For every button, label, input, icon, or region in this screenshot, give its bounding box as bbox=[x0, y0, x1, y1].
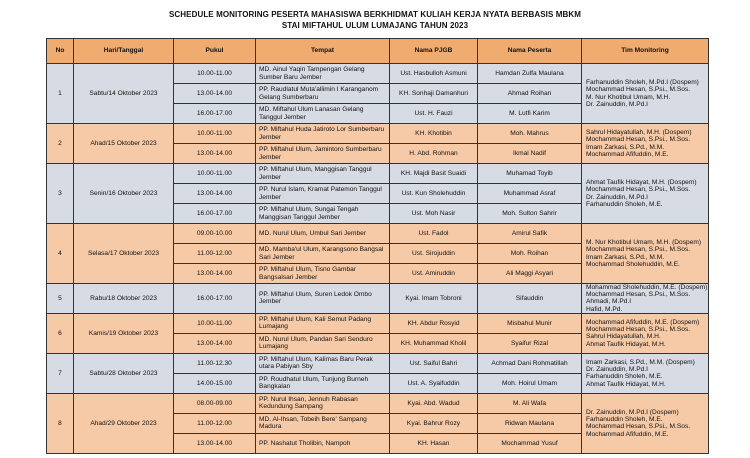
team-member: M. Nur Khotibul Umam, M.H. (Dospem) bbox=[586, 239, 702, 247]
monitoring-team-cell bbox=[582, 164, 709, 224]
participant-cell: Sifauddin bbox=[478, 284, 582, 314]
place-cell: PP. Miftahul Ulum, Manggisan Tanggul Jember bbox=[256, 164, 390, 184]
place-cell: PP. Miftahul Ulum, Sungai Tengah Manggisan Tanggul Jember bbox=[256, 204, 390, 224]
place-cell: PP. Miftahul Ulum, Kalimas Baru Perak utara Pabiyan Sby bbox=[256, 353, 390, 373]
time-cell: 13.00-14.00 bbox=[174, 333, 256, 353]
place-cell: PP. Miftahul Huda Jatiroto Lor Sumberbaru Jember bbox=[256, 124, 390, 144]
header-team: Tim Monitoring bbox=[582, 39, 709, 64]
team-member: Mochammad Hesan, S.Psi., M.Sos. bbox=[586, 136, 691, 144]
pjgb-cell: Kyai. Bahrur Rozy bbox=[390, 413, 478, 433]
place-cell: PP. Miftahul Ulum, Suren Ledok Ombo Jember bbox=[256, 284, 390, 314]
table-row bbox=[47, 313, 709, 333]
monitoring-team-cell bbox=[582, 353, 709, 393]
team-member: M. Nur Khotibul Umam, M.H. bbox=[586, 93, 671, 101]
team-member: Mochammad Afifuddin, M.E. bbox=[586, 430, 669, 438]
participant-cell: Muhammad Asraf bbox=[478, 184, 582, 204]
header-time: Pukul bbox=[174, 39, 256, 64]
team-member: Imam Zarkasi, S.Pd., M.M. bbox=[586, 143, 665, 151]
day-date: Selasa/17 Oktober 2023 bbox=[74, 224, 174, 284]
team-member: Sahrul Hidayatullah, M.H. bbox=[586, 333, 661, 341]
place-cell: PP. Miftahul Ulum, Jamintoro Sumberbaru Jember bbox=[256, 144, 390, 164]
place-cell: MD. Nurul Ulum, Pandan Sari Senduro Lumajang bbox=[256, 333, 390, 353]
place-cell: MD. Mamba'ul Ulum, Karangsono Bangsal Sari Jember bbox=[256, 244, 390, 264]
team-member: Mochammad Hesan, S.Psi., M.Sos. bbox=[586, 86, 691, 94]
time-cell: 11.00-12.00 bbox=[174, 413, 256, 433]
header-pjgb: Nama PJGB bbox=[390, 39, 478, 64]
day-date: Rabu/18 Oktober 2023 bbox=[74, 284, 174, 314]
time-cell: 13.00-14.00 bbox=[174, 144, 256, 164]
place-cell: PP. Miftahul Ulum, Kali Semut Padang Lumajang bbox=[256, 313, 390, 333]
team-member: Dr. Zainuddin, M.Pd.I bbox=[586, 100, 648, 108]
pjgb-cell: Ust. Moh Nasir bbox=[390, 204, 478, 224]
team-member: Mochammad Hesan, S.Psi., M.Sos. bbox=[586, 291, 691, 299]
team-member: Mochammad Sholehuddin, M.E. bbox=[586, 260, 680, 268]
document-title: SCHEDULE MONITORING PESERTA MAHASISWA BERKHIDMAT KULIAH KERJA NYATA BERBASIS MBKM bbox=[168, 10, 582, 19]
time-cell: 16.00-17.00 bbox=[174, 204, 256, 224]
participant-cell: Ridwan Maulana bbox=[478, 413, 582, 433]
pjgb-cell: Ust. Saiful Bahri bbox=[390, 353, 478, 373]
row-number: 2 bbox=[47, 124, 74, 164]
participant-cell: Hamdan Zulfa Maulana bbox=[478, 64, 582, 84]
team-member: Mohammad Sholehuddin, M.E. (Dospem) bbox=[586, 284, 708, 291]
row-number: 1 bbox=[47, 64, 74, 124]
participant-cell: Mochammad Yusuf bbox=[478, 433, 582, 453]
time-cell: 13.00-14.00 bbox=[174, 264, 256, 284]
pjgb-cell: Ust. Sirojuddin bbox=[390, 244, 478, 264]
pjgb-cell: H. Abd. Rohman bbox=[390, 144, 478, 164]
team-member: Mochammad Hesan, S.Psi., M.Sos. bbox=[586, 246, 691, 254]
day-date: Ahad/15 Oktober 2023 bbox=[74, 124, 174, 164]
participant-cell: M. Lutfi Karim bbox=[478, 104, 582, 124]
time-cell: 16.00-17.00 bbox=[174, 284, 256, 314]
pjgb-cell: Ust. Amiruddin bbox=[390, 264, 478, 284]
schedule-table bbox=[46, 38, 709, 454]
team-member: Ahmat Taufik Hidayat, M.H. bbox=[586, 340, 666, 348]
time-cell: 10.00-11.00 bbox=[174, 124, 256, 144]
header-row bbox=[47, 39, 709, 64]
participant-cell: Amirul Safik bbox=[478, 224, 582, 244]
pjgb-cell: KH. Muhammad Kholil bbox=[390, 333, 478, 353]
row-number: 7 bbox=[47, 353, 74, 393]
time-cell: 10.00-11.00 bbox=[174, 164, 256, 184]
team-member: Sahrul Hidayatullah, M.H. (Dospem) bbox=[586, 129, 692, 137]
team-member: Farhanuddin Sholeh, M.Pd.I (Dospem) bbox=[586, 79, 699, 87]
participant-cell: Muhamad Toyib bbox=[478, 164, 582, 184]
team-member: Farhanuddin Sholeh, M.E. bbox=[586, 416, 663, 424]
pjgb-cell: KH. Majdi Basit Suaidi bbox=[390, 164, 478, 184]
place-cell: MD. Ainul Yaqin Tampengan Gelang Sumber Baru Jember bbox=[256, 64, 390, 84]
table-row bbox=[47, 224, 709, 244]
team-member: Dr. Zainuddin, M.Pd.I (Dospem) bbox=[586, 408, 679, 416]
day-date: Sabtu/28 Oktober 2023 bbox=[74, 353, 174, 393]
participant-cell: Ali Maggi Asyari bbox=[478, 264, 582, 284]
team-member: Farhanuddin Sholeh, M.E. bbox=[586, 373, 663, 381]
participant-cell: M. Ali Wafa bbox=[478, 393, 582, 413]
participant-cell: Moh. Hoirul Umam bbox=[478, 373, 582, 393]
monitoring-team-cell bbox=[582, 393, 709, 453]
monitoring-team-cell bbox=[582, 64, 709, 124]
team-member: Imam Zarkasi, S.Pd., M.M. bbox=[586, 253, 665, 261]
place-cell: PP. Nashatut Tholibin, Nampoh bbox=[256, 433, 390, 453]
team-member: Dr. Zainuddin, M.Pd.I bbox=[586, 366, 648, 374]
pjgb-cell: KH. Abdur Rosyid bbox=[390, 313, 478, 333]
pjgb-cell: Ust. A. Syaifuddin bbox=[390, 373, 478, 393]
monitoring-team-cell bbox=[582, 313, 709, 353]
row-number: 5 bbox=[47, 284, 74, 314]
pjgb-cell: Ust. Kun Sholehuddin bbox=[390, 184, 478, 204]
header-no: No bbox=[47, 39, 74, 64]
table-row bbox=[47, 284, 709, 314]
place-cell: MD. Nurul Ulum, Umbul Sari Jember bbox=[256, 224, 390, 244]
team-member: Mochammad Afifuddin, M.E. bbox=[586, 150, 669, 158]
row-number: 6 bbox=[47, 313, 74, 353]
time-cell: 14.00-15.00 bbox=[174, 373, 256, 393]
participant-cell: Moh. Sulton Sahrir bbox=[478, 204, 582, 224]
participant-cell: Achmad Dani Rohmatillah bbox=[478, 353, 582, 373]
place-cell: MD. Al-Ihsan, Tobeih Bere' Sampang Madura bbox=[256, 413, 390, 433]
place-cell: PP. Miftahul Ulum, Tisno Gambar Bangsalsari Jember bbox=[256, 264, 390, 284]
place-cell: PP. Nurul Ihsan, Jennuh Rabasan Kedundung Sampang bbox=[256, 393, 390, 413]
team-member: Mochammad Hesan, S.Psi., M.Sos. bbox=[586, 186, 691, 194]
team-member: Hafid, M.Pd. bbox=[586, 305, 623, 313]
monitoring-team-cell bbox=[582, 224, 709, 284]
pjgb-cell: Ust. H. Fauzi bbox=[390, 104, 478, 124]
time-cell: 10.00-11.00 bbox=[174, 64, 256, 84]
pjgb-cell: Kyai. Imam Tobroni bbox=[390, 284, 478, 314]
monitoring-team-cell bbox=[582, 284, 709, 314]
team-member: Ahmadi, M.Pd.I bbox=[586, 298, 632, 306]
team-member: Dr. Zainuddin, M.Pd.I bbox=[586, 193, 648, 201]
pjgb-cell: Ust. Fadol bbox=[390, 224, 478, 244]
time-cell: 13.00-14.00 bbox=[174, 84, 256, 104]
header-day: Hari/Tanggal bbox=[74, 39, 174, 64]
time-cell: 16.00-17.00 bbox=[174, 104, 256, 124]
team-member: Farhanuddin Sholeh, M.E. bbox=[586, 200, 663, 208]
time-cell: 13.00-14.00 bbox=[174, 184, 256, 204]
time-cell: 11.00-12.00 bbox=[174, 244, 256, 264]
table-row bbox=[47, 124, 709, 144]
pjgb-cell: KH. Sonhaji Damanhuri bbox=[390, 84, 478, 104]
document-subtitle: STAI MIFTAHUL ULUM LUMAJANG TAHUN 2023 bbox=[281, 21, 469, 30]
time-cell: 11.00-12.30 bbox=[174, 353, 256, 373]
participant-cell: Ahmad Roihan bbox=[478, 84, 582, 104]
place-cell: PP. Roudhatul Ulum, Tunjung Burneh Bangkalan bbox=[256, 373, 390, 393]
participant-cell: Ikmal Nadif bbox=[478, 144, 582, 164]
team-member: Imam Zarkasi, S.Pd., M.M. (Dospem) bbox=[586, 358, 695, 366]
time-cell: 09.00-10.00 bbox=[174, 224, 256, 244]
table-row bbox=[47, 393, 709, 413]
table-row bbox=[47, 64, 709, 84]
header-place: Tempat bbox=[256, 39, 390, 64]
team-member: Mochammad Afifuddin, M.E. (Dospem) bbox=[586, 318, 700, 326]
day-date: Senin/16 Oktober 2023 bbox=[74, 164, 174, 224]
day-date: Kamis/19 Oktober 2023 bbox=[74, 313, 174, 353]
place-cell: PP. Nurul Islam, Kramat Patemon Tanggul Jember bbox=[256, 184, 390, 204]
team-member: Ahmat Taufik Hidayat, M.H. (Dospem) bbox=[586, 179, 697, 187]
pjgb-cell: Ust. Hasbulloh Asmuni bbox=[390, 64, 478, 84]
monitoring-team-cell bbox=[582, 124, 709, 164]
time-cell: 13.00-14.00 bbox=[174, 433, 256, 453]
team-member: Mochammad Hesan, S.Psi., M.Sos. bbox=[586, 423, 691, 431]
participant-cell: Moh. Roihan bbox=[478, 244, 582, 264]
row-number: 3 bbox=[47, 164, 74, 224]
time-cell: 08.00-09.00 bbox=[174, 393, 256, 413]
row-number: 4 bbox=[47, 224, 74, 284]
participant-cell: Misbahul Munir bbox=[478, 313, 582, 333]
time-cell: 10.00-11.00 bbox=[174, 313, 256, 333]
row-number: 8 bbox=[47, 393, 74, 453]
pjgb-cell: KH. Khotibin bbox=[390, 124, 478, 144]
place-cell: PP. Raudlatul Muta'allimin I Karanganom Gelang Sumberbaru bbox=[256, 84, 390, 104]
place-cell: MD. Miftahul Ulum Lanasan Gelang Tanggul Jember bbox=[256, 104, 390, 124]
header-participant: Nama Peserta bbox=[478, 39, 582, 64]
table-row bbox=[47, 353, 709, 373]
participant-cell: Moh. Mahrus bbox=[478, 124, 582, 144]
participant-cell: Syaifur Rizal bbox=[478, 333, 582, 353]
pjgb-cell: Kyai. Abd. Wadud bbox=[390, 393, 478, 413]
pjgb-cell: KH. Hasan bbox=[390, 433, 478, 453]
team-member: Mochammad Hesan, S.Psi., M.Sos. bbox=[586, 326, 691, 334]
day-date: Ahad/29 Oktober 2023 bbox=[74, 393, 174, 453]
table-row bbox=[47, 164, 709, 184]
day-date: Sabtu/14 Oktober 2023 bbox=[74, 64, 174, 124]
team-member: Ahmat Taufik Hidayat, M.H. bbox=[586, 380, 666, 388]
